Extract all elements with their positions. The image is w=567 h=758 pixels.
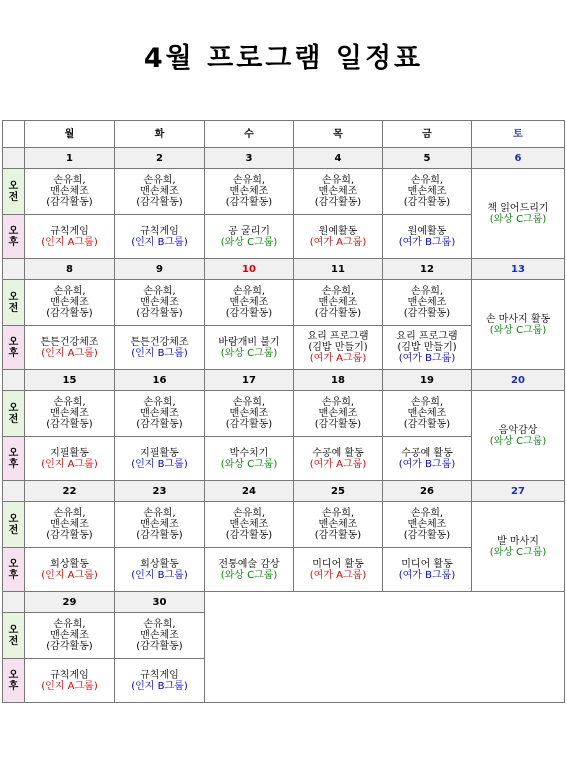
pm-activity-group: (인지 A그룹) — [41, 569, 98, 581]
pm-activity-title: 지필활동 — [50, 447, 89, 459]
am-activity: 손유희, 맨손체조 (감각활동) — [205, 280, 294, 326]
pm-activity-group: (인지 A그룹) — [41, 680, 98, 692]
empty-area — [205, 592, 565, 703]
pm-activity — [383, 326, 472, 370]
pm-activity-title: 미디어 활동 — [401, 558, 453, 570]
pm-activity-group: (인지 A그룹) — [41, 458, 98, 470]
pm-activity-group: (여가 B그룹) — [398, 569, 456, 581]
pm-activity-group: (와상 C그룹) — [220, 569, 278, 581]
weekday-thu: 목 — [294, 121, 383, 148]
pm-activity-title: 회상활동 — [140, 558, 179, 570]
page-title: 4월 프로그램 일정표 — [143, 43, 424, 74]
pm-activity — [294, 326, 383, 370]
pm-activity — [25, 437, 115, 481]
pm-activity-group: (여가 A그룹) — [309, 458, 367, 470]
schedule-table — [2, 120, 565, 703]
weekday-sat: 토 — [472, 121, 565, 148]
pm-activity — [205, 326, 294, 370]
saturday-activity-group: (와상 C그룹) — [489, 546, 547, 558]
date-number: 23 — [115, 481, 205, 502]
pm-activity — [205, 548, 294, 592]
pm-activity-group: (와상 C그룹) — [220, 347, 278, 359]
weekday-tue: 화 — [115, 121, 205, 148]
saturday-activity — [472, 169, 565, 259]
pm-label: 오 후 — [3, 215, 25, 259]
am-activity: 손유희, 맨손체조 (감각활동) — [25, 391, 115, 437]
pm-activity-title: 바람개비 불기 — [218, 336, 280, 348]
date-number: 25 — [294, 481, 383, 502]
pm-activity — [383, 215, 472, 259]
saturday-activity-title: 책 읽어드리기 — [487, 202, 549, 214]
pm-activity-title: 원예활동 — [407, 225, 447, 237]
am-activity: 손유희, 맨손체조 (감각활동) — [383, 169, 472, 215]
date-number: 17 — [205, 370, 294, 391]
date-number: 20 — [472, 370, 565, 391]
am-activity: 손유희, 맨손체조 (감각활동) — [205, 169, 294, 215]
pm-activity-title: 요리 프로그램 (김밥 만들기) — [396, 331, 458, 353]
date-row — [3, 148, 565, 169]
pm-activity — [294, 215, 383, 259]
date-row — [3, 592, 565, 613]
saturday-activity — [472, 391, 565, 481]
pm-activity-title: 원예활동 — [318, 225, 358, 237]
pm-activity-title: 수공예 활동 — [401, 447, 453, 459]
pm-activity-group: (여가 B그룹) — [398, 353, 456, 364]
pm-activity-group: (여가 A그룹) — [309, 353, 367, 364]
pm-activity-title: 지필활동 — [140, 447, 179, 459]
am-activity: 손유희, 맨손체조 (감각활동) — [205, 391, 294, 437]
date-number: 24 — [205, 481, 294, 502]
am-activity: 손유희, 맨손체조 (감각활동) — [115, 169, 205, 215]
date-number: 19 — [383, 370, 472, 391]
am-row — [3, 502, 565, 548]
pm-label: 오 후 — [3, 437, 25, 481]
pm-activity-title: 회상활동 — [50, 558, 89, 570]
pm-activity — [294, 437, 383, 481]
pm-activity-title: 규칙게임 — [50, 669, 89, 681]
date-number: 8 — [25, 259, 115, 280]
am-activity: 손유희, 맨손체조 (감각활동) — [294, 502, 383, 548]
saturday-activity — [472, 280, 565, 370]
pm-activity-title: 공 굴리기 — [228, 225, 270, 237]
saturday-activity-title: 발 마사지 — [497, 535, 539, 547]
pm-activity-group: (와상 C그룹) — [220, 236, 278, 248]
pm-activity — [294, 548, 383, 592]
date-number: 13 — [472, 259, 565, 280]
am-activity: 손유희, 맨손체조 (감각활동) — [294, 169, 383, 215]
am-label: 오 전 — [3, 169, 25, 215]
saturday-activity-group: (와상 C그룹) — [489, 435, 547, 447]
date-number: 12 — [383, 259, 472, 280]
am-activity: 손유희, 맨손체조 (감각활동) — [383, 391, 472, 437]
pm-activity-group: (와상 C그룹) — [220, 458, 278, 470]
date-number: 6 — [472, 148, 565, 169]
weekday-header-row — [3, 121, 565, 148]
am-activity: 손유희, 맨손체조 (감각활동) — [205, 502, 294, 548]
am-activity: 손유희, 맨손체조 (감각활동) — [25, 169, 115, 215]
pm-activity-title: 박수치기 — [229, 447, 269, 459]
date-row — [3, 370, 565, 391]
am-activity: 손유희, 맨손체조 (감각활동) — [115, 391, 205, 437]
pm-activity-title: 튼튼건강체조 — [40, 336, 99, 348]
date-number: 9 — [115, 259, 205, 280]
pm-activity — [25, 659, 115, 703]
am-activity: 손유희, 맨손체조 (감각활동) — [383, 502, 472, 548]
pm-activity — [115, 548, 205, 592]
am-activity: 손유희, 맨손체조 (감각활동) — [383, 280, 472, 326]
saturday-activity-group: (와상 C그룹) — [489, 324, 547, 336]
weekday-fri: 금 — [383, 121, 472, 148]
date-number: 2 — [115, 148, 205, 169]
am-activity: 손유희, 맨손체조 (감각활동) — [115, 613, 205, 659]
date-row-spacer — [3, 259, 25, 280]
am-label: 오 전 — [3, 502, 25, 548]
date-row-spacer — [3, 148, 25, 169]
date-number: 15 — [25, 370, 115, 391]
pm-activity — [383, 548, 472, 592]
am-activity: 손유희, 맨손체조 (감각활동) — [115, 280, 205, 326]
date-number: 22 — [25, 481, 115, 502]
pm-activity-title: 수공예 활동 — [312, 447, 364, 459]
pm-activity-title: 전통예술 감상 — [218, 558, 280, 570]
am-label: 오 전 — [3, 280, 25, 326]
pm-activity-group: (인지 B그룹) — [131, 569, 188, 581]
date-number: 11 — [294, 259, 383, 280]
pm-activity-title: 미디어 활동 — [312, 558, 364, 570]
pm-activity-group: (인지 A그룹) — [41, 236, 98, 248]
pm-activity-group: (여가 A그룹) — [309, 236, 367, 248]
pm-activity-group: (인지 B그룹) — [131, 458, 188, 470]
am-activity: 손유희, 맨손체조 (감각활동) — [25, 280, 115, 326]
am-row — [3, 169, 565, 215]
date-number: 1 — [25, 148, 115, 169]
am-row — [3, 280, 565, 326]
date-row — [3, 481, 565, 502]
am-activity: 손유희, 맨손체조 (감각활동) — [25, 502, 115, 548]
am-label: 오 전 — [3, 613, 25, 659]
date-number: 27 — [472, 481, 565, 502]
pm-activity — [25, 548, 115, 592]
pm-activity — [115, 437, 205, 481]
pm-activity-group: (인지 B그룹) — [131, 347, 188, 359]
date-row-spacer — [3, 481, 25, 502]
pm-activity — [205, 215, 294, 259]
pm-activity-group: (여가 B그룹) — [398, 458, 456, 470]
weekday-mon: 월 — [25, 121, 115, 148]
date-row-spacer — [3, 592, 25, 613]
date-number: 30 — [115, 592, 205, 613]
pm-activity-title: 튼튼건강체조 — [130, 336, 189, 348]
date-number: 4 — [294, 148, 383, 169]
date-number: 16 — [115, 370, 205, 391]
am-activity: 손유희, 맨손체조 (감각활동) — [294, 391, 383, 437]
date-number: 18 — [294, 370, 383, 391]
am-activity: 손유희, 맨손체조 (감각활동) — [25, 613, 115, 659]
header-corner — [3, 121, 25, 148]
am-activity: 손유희, 맨손체조 (감각활동) — [294, 280, 383, 326]
pm-activity-group: (여가 A그룹) — [309, 569, 367, 581]
pm-activity — [25, 215, 115, 259]
pm-activity-group: (인지 A그룹) — [41, 347, 98, 359]
date-row — [3, 259, 565, 280]
saturday-activity — [472, 502, 565, 592]
date-number: 3 — [205, 148, 294, 169]
saturday-activity-title: 음악감상 — [498, 424, 538, 436]
am-label: 오 전 — [3, 391, 25, 437]
pm-activity — [25, 326, 115, 370]
pm-activity — [205, 437, 294, 481]
date-row-spacer — [3, 370, 25, 391]
pm-activity — [115, 326, 205, 370]
pm-label: 오 후 — [3, 659, 25, 703]
saturday-activity-group: (와상 C그룹) — [489, 213, 547, 225]
am-row — [3, 391, 565, 437]
pm-activity — [383, 437, 472, 481]
pm-label: 오 후 — [3, 326, 25, 370]
pm-activity-group: (여가 B그룹) — [398, 236, 456, 248]
pm-activity-group: (인지 B그룹) — [131, 236, 188, 248]
date-number: 5 — [383, 148, 472, 169]
pm-activity-title: 규칙게임 — [140, 225, 179, 237]
weekday-wed: 수 — [205, 121, 294, 148]
pm-label: 오 후 — [3, 548, 25, 592]
saturday-activity-title: 손 마사지 활동 — [485, 313, 551, 325]
date-number: 10 — [205, 259, 294, 280]
pm-activity-title: 규칙게임 — [50, 225, 89, 237]
pm-activity — [115, 215, 205, 259]
pm-activity-title: 요리 프로그램 (김밥 만들기) — [307, 331, 369, 353]
pm-activity — [115, 659, 205, 703]
pm-activity-group: (인지 B그룹) — [131, 680, 188, 692]
am-activity: 손유희, 맨손체조 (감각활동) — [115, 502, 205, 548]
date-number: 29 — [25, 592, 115, 613]
date-number: 26 — [383, 481, 472, 502]
pm-activity-title: 규칙게임 — [140, 669, 179, 681]
